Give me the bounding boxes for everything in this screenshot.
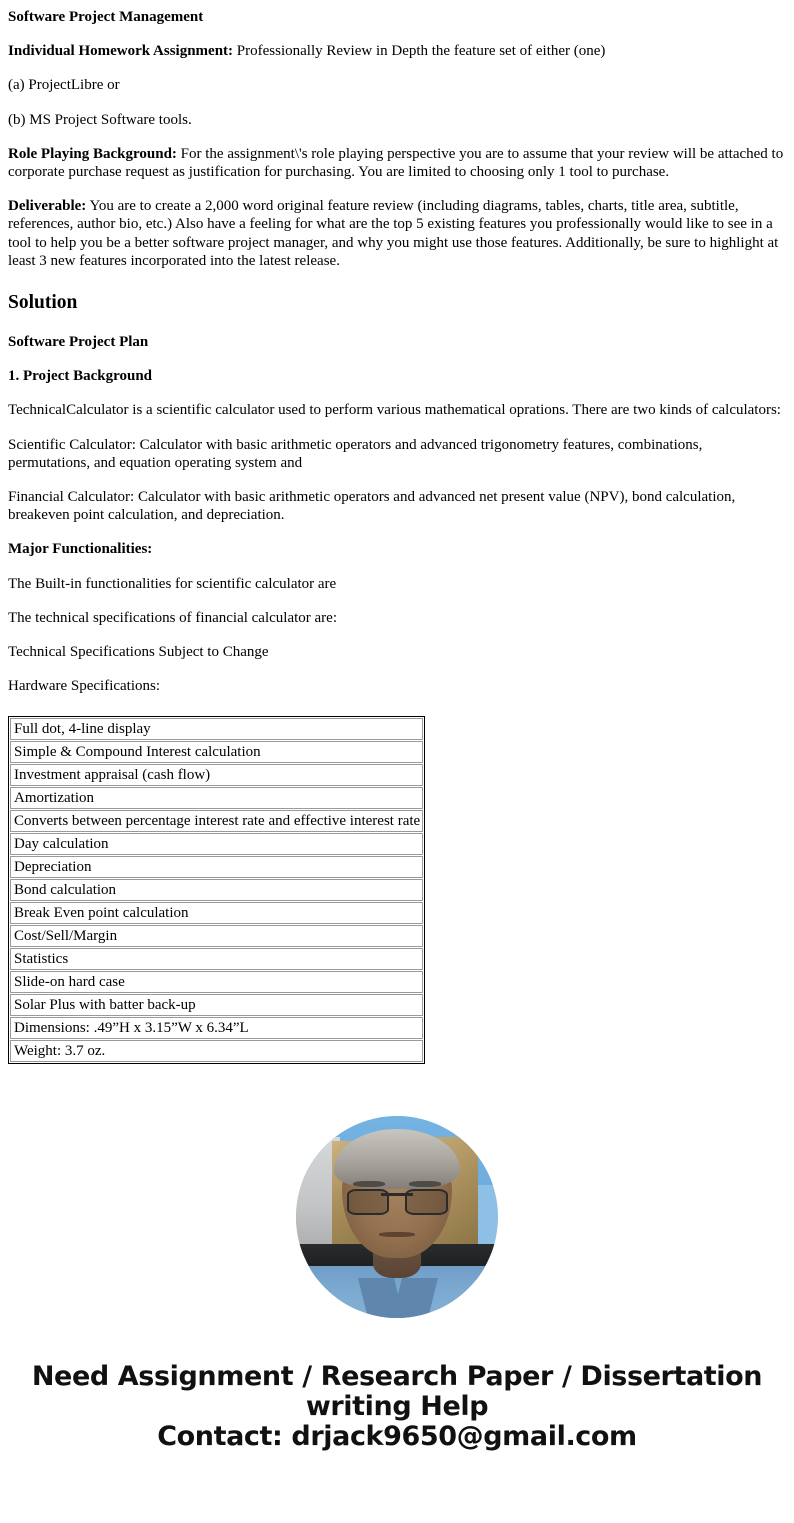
- promo-line-1: Need Assignment / Research Paper / Dissertation: [31, 1361, 763, 1393]
- assignment-text: Professionally Review in Depth the feature set of either (one): [233, 43, 606, 60]
- table-row: [10, 1040, 423, 1062]
- table-cell: Simple & Compound Interest calculation: [10, 741, 423, 763]
- spacer: [8, 472, 786, 488]
- author-photo-container: [8, 1116, 786, 1318]
- spacer: [8, 60, 786, 76]
- deliverable-text: You are to create a 2,000 word original feature review (including diagrams, tables, charts, title area, subtitle, references, author bio, etc.) Also have a feeling for what are the top 5 existing features you professionally would like to see in a tool to help you be a better software project manager, and why you might use those features. Additionally, be sure to highlight at least 3 new features incorporated into the latest release.: [8, 198, 779, 269]
- deliverable-paragraph: [8, 197, 786, 270]
- table-cell: Amortization: [10, 787, 423, 809]
- table-cell: Full dot, 4-line display: [10, 718, 423, 740]
- table-row: [10, 833, 423, 855]
- spacer: [8, 181, 786, 197]
- table-cell: Dimensions: .49”H x 3.15”W x 6.34”L: [10, 1017, 423, 1039]
- spec-table-body: [10, 718, 423, 1062]
- role-playing-label: Role Playing Background:: [8, 145, 177, 162]
- avatar-mouth: [379, 1232, 415, 1237]
- table-cell: Investment appraisal (cash flow): [10, 764, 423, 786]
- table-row: [10, 810, 423, 832]
- table-cell: Depreciation: [10, 856, 423, 878]
- spacer: [8, 270, 786, 292]
- assignment-paragraph: [8, 42, 786, 60]
- spacer: [8, 661, 786, 677]
- table-cell: Slide-on hard case: [10, 971, 423, 993]
- table-row: [10, 718, 423, 740]
- spacer: [8, 129, 786, 145]
- assignment-label: Individual Homework Assignment:: [8, 43, 234, 60]
- page-title: Software Project Management: [8, 9, 204, 25]
- built-in-functionalities-line: The Built-in functionalities for scientific calculator are: [8, 575, 337, 592]
- background-paragraph-3: Financial Calculator: Calculator with basic arithmetic operators and advanced net present value (NPV), bond calculation, breakeven point calculation, and depreciation.: [8, 489, 736, 524]
- role-playing-paragraph: [8, 145, 786, 181]
- spacer: [8, 524, 786, 540]
- background-paragraph-2: Scientific Calculator: Calculator with basic arithmetic operators and advanced trigonometry features, combinations, permutations, and equation operating system and: [8, 436, 703, 471]
- table-cell: Weight: 3.7 oz.: [10, 1040, 423, 1062]
- table-row: [10, 879, 423, 901]
- avatar: [296, 1116, 498, 1318]
- avatar-eyebrow-left: [353, 1181, 385, 1187]
- spacer: [8, 385, 786, 401]
- promo-line-2: writing Help: [305, 1391, 489, 1423]
- spacer: [8, 1064, 786, 1116]
- table-cell: Day calculation: [10, 833, 423, 855]
- project-background-heading: 1. Project Background: [8, 368, 153, 385]
- solution-heading: Solution: [8, 292, 78, 314]
- avatar-glasses-bridge: [381, 1193, 413, 1196]
- table-row: [10, 1017, 423, 1039]
- table-cell: Statistics: [10, 948, 423, 970]
- spacer: [8, 95, 786, 111]
- table-cell: Break Even point calculation: [10, 902, 423, 924]
- table-row: [10, 925, 423, 947]
- technical-specifications-line: The technical specifications of financial calculator are:: [8, 609, 337, 626]
- specs-subject-to-change-line: Technical Specifications Subject to Change: [8, 644, 269, 661]
- table-row: [10, 994, 423, 1016]
- table-cell: Solar Plus with batter back-up: [10, 994, 423, 1016]
- hardware-specifications-table: [8, 716, 425, 1064]
- table-row: [10, 764, 423, 786]
- table-cell: Converts between percentage interest rate and effective interest rate: [10, 810, 423, 832]
- role-playing-text: For the assignment\'s role playing perspective you are to assume that your review will be attached to corporate purchase request as justification for purchasing. You are limited to choosing only 1 tool to purchase.: [8, 145, 784, 181]
- project-plan-heading: Software Project Plan: [8, 334, 149, 351]
- table-row: [10, 741, 423, 763]
- promo-block: [8, 1362, 786, 1452]
- spacer: [8, 559, 786, 575]
- table-cell: Bond calculation: [10, 879, 423, 901]
- major-functionalities-heading: Major Functionalities:: [8, 541, 153, 558]
- spacer: [8, 26, 786, 42]
- option-a-paragraph: (a) ProjectLibre or: [8, 77, 120, 94]
- spacer: [8, 695, 786, 716]
- table-row: [10, 948, 423, 970]
- option-b-paragraph: (b) MS Project Software tools.: [8, 111, 192, 128]
- table-row: [10, 902, 423, 924]
- table-row: [10, 856, 423, 878]
- deliverable-label: Deliverable:: [8, 198, 87, 215]
- spacer: [8, 627, 786, 643]
- spacer: [8, 420, 786, 436]
- spacer: [8, 314, 786, 333]
- table-row: [10, 787, 423, 809]
- spacer: [8, 593, 786, 609]
- background-paragraph-1: TechnicalCalculator is a scientific calculator used to perform various mathematical oprations. There are two kinds of calculators:: [8, 402, 781, 419]
- spacer: [8, 1318, 786, 1362]
- table-cell: Cost/Sell/Margin: [10, 925, 423, 947]
- spacer: [8, 351, 786, 367]
- hardware-specifications-line: Hardware Specifications:: [8, 678, 161, 695]
- promo-line-3: Contact: drjack9650@gmail.com: [157, 1421, 637, 1453]
- avatar-eyebrow-right: [409, 1181, 441, 1187]
- table-row: [10, 971, 423, 993]
